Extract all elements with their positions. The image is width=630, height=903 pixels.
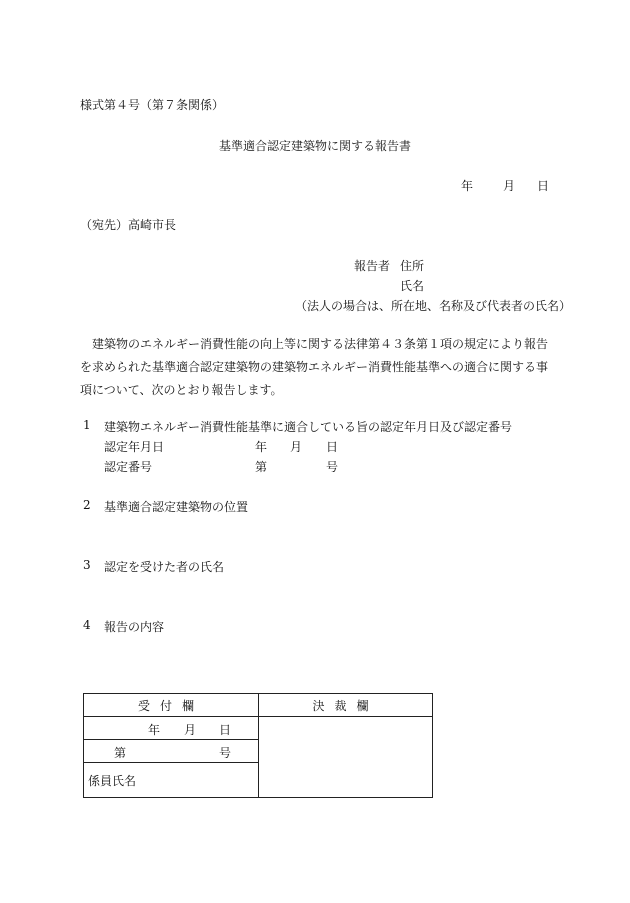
reception-year: 年	[148, 723, 161, 737]
body-paragraph: 建築物のエネルギー消費性能の向上等に関する法律第４３条第１項の規定により報告を求められた基準適合認定建築物の建築物エネルギー消費性能基準への適合に関する事項について、次のとおり報告します。	[80, 337, 549, 397]
item-1-text: 建築物エネルギー消費性能基準に適合している旨の認定年月日及び認定番号	[104, 420, 513, 434]
reporter-corporate-note: （法人の場合は、所在地、名称及び代表者の氏名）	[295, 299, 572, 313]
decision-cell	[259, 717, 433, 798]
certification-number-dai: 第	[255, 460, 268, 474]
item-4-text: 報告の内容	[104, 620, 165, 634]
reception-header: 受付欄	[84, 694, 259, 717]
item-2-number: 2	[83, 498, 91, 512]
item-2-text: 基準適合認定建築物の位置	[104, 500, 249, 514]
reporter-label: 報告者	[354, 259, 391, 273]
reception-go: 号	[219, 746, 232, 760]
staff-name-label: 係員氏名	[88, 773, 137, 788]
reception-dai: 第	[114, 746, 127, 760]
item-1-number: 1	[83, 418, 91, 432]
date-year: 年	[460, 179, 473, 193]
item-3-text: 認定を受けた者の氏名	[104, 560, 225, 574]
form-number: 様式第４号（第７条関係）	[80, 98, 225, 112]
certification-number-label: 認定番号	[104, 460, 153, 474]
item-4-number: 4	[83, 618, 91, 632]
reporter-address-label: 住所	[400, 259, 425, 273]
reporter-name-label: 氏名	[400, 279, 425, 293]
reception-day: 日	[219, 723, 232, 737]
reception-month: 月	[184, 723, 197, 737]
certification-month: 月	[290, 440, 303, 454]
decision-header: 決裁欄	[259, 694, 433, 717]
certification-number-go: 号	[326, 460, 339, 474]
office-use-table	[83, 693, 433, 798]
staff-name-cell	[84, 763, 259, 798]
date-line	[461, 177, 549, 194]
date-month: 月	[502, 179, 515, 193]
addressee: （宛先）高崎市長	[80, 218, 177, 232]
item-3-number: 3	[83, 558, 91, 572]
reception-number-cell	[84, 740, 259, 763]
certification-year: 年	[255, 440, 268, 454]
certification-date-label: 認定年月日	[104, 440, 165, 454]
date-day: 日	[536, 179, 549, 193]
reception-date-cell	[84, 717, 259, 740]
document-title: 基準適合認定建築物に関する報告書	[218, 139, 411, 153]
certification-day: 日	[326, 440, 339, 454]
